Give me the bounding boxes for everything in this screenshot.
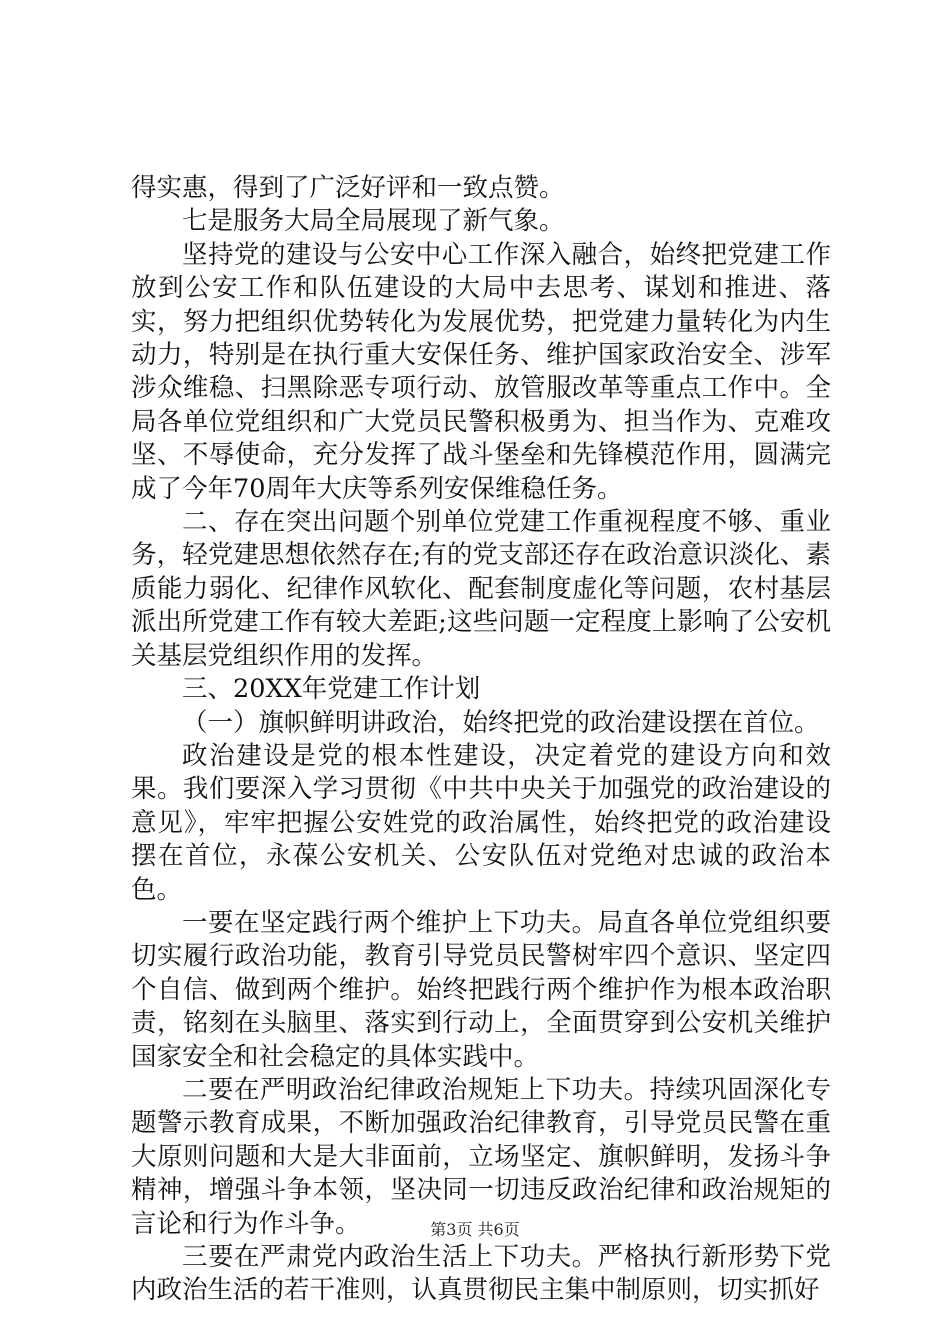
paragraph-8: 一要在坚定践行两个维护上下功夫。局直各单位党组织要切实履行政治功能，教育引导党员民警树牢四个意识、坚定四个自信、做到两个维护。始终把践行两个维护作为根本政治职责，铭刻在头脑里、落实到行动上，全面贯穿到公安机关维护国家安全和社会稳定的具体实践中。 bbox=[131, 907, 831, 1072]
paragraph-7: 政治建设是党的根本性建设，决定着党的建设方向和效果。我们要深入学习贯彻《中共中央关于加强党的政治建设的意见》，牢牢把握公安姓党的政治属性，始终把党的政治建设摆在首位，永葆公安机关、公安队伍对党绝对忠诚的政治本色。 bbox=[131, 740, 831, 905]
paragraph-10: 三要在严肃党内政治生活上下功夫。严格执行新形势下党内政治生活的若干准则，认真贯彻民主集中制原则，切实抓好 bbox=[131, 1242, 831, 1306]
document-body bbox=[131, 172, 831, 1308]
paragraph-4: 二、存在突出问题个别单位党建工作重视程度不够、重业务，轻党建思想依然存在;有的党支部还存在政治意识淡化、素质能力弱化、纪律作风软化、配套制度虚化等问题，农村基层派出所党建工作有较大差距;这些问题一定程度上影响了公安机关基层党组织作用的发挥。 bbox=[131, 507, 831, 671]
paragraph-1: 得实惠，得到了广泛好评和一致点赞。 bbox=[131, 173, 565, 203]
page-number-footer: 第3页 共6页 bbox=[430, 1220, 520, 1239]
paragraph-2: 七是服务大局全局展现了新气象。 bbox=[182, 206, 565, 237]
section-heading-plan: 三、20XX年党建工作计划 bbox=[182, 674, 481, 705]
paragraph-3: 坚持党的建设与公安中心工作深入融合，始终把党建工作放到公安工作和队伍建设的大局中去思考、谋划和推进、落实，努力把组织优势转化为发展优势，把党建力量转化为内生动力，特别是在执行重大安保任务、维护国家政治安全、涉军涉众维稳、扫黑除恶专项行动、放管服改革等重点工作中。全局各单位党组织和广大党员民警积极勇为、担当作为、克难攻坚、不辱使命，充分发挥了战斗堡垒和先锋模范作用，圆满完成了今年70周年大庆等系列安保维稳任务。 bbox=[131, 239, 831, 504]
paragraph-9: 二要在严明政治纪律政治规矩上下功夫。持续巩固深化专题警示教育成果，不断加强政治纪律教育，引导党员民警在重大原则问题和大是大非面前，立场坚定、旗帜鲜明，发扬斗争精神，增强斗争本领，坚决同一切违反政治纪律和政治规矩的言论和行为作斗争。 bbox=[131, 1074, 831, 1239]
subsection-heading-1: （一）旗帜鲜明讲政治，始终把党的政治建设摆在首位。 bbox=[182, 707, 820, 738]
